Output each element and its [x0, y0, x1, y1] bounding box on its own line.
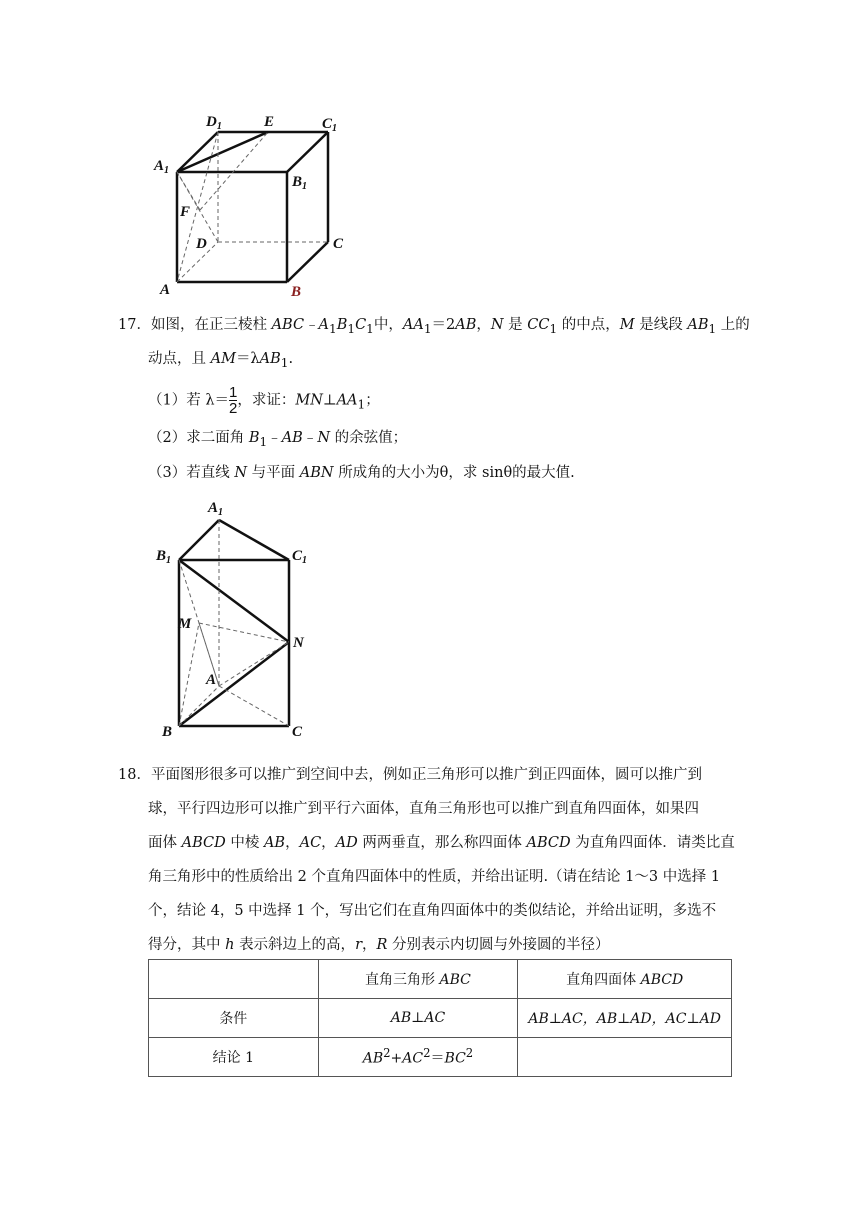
table-row	[149, 1038, 732, 1077]
table-cell	[149, 960, 319, 999]
label-B1: $B_1$	[156, 548, 172, 566]
q17-part3: （3）若直线 N 与平面 ABN 所成角的大小为θ，求 sinθ的最大值.	[148, 465, 575, 481]
label-M: M	[178, 616, 192, 632]
label-C: C	[292, 724, 303, 740]
table-cell: AB⊥AC	[318, 999, 518, 1038]
table-row	[149, 960, 732, 999]
figure-prism	[150, 496, 330, 746]
label-D: D	[196, 236, 207, 252]
label-A: A	[160, 282, 171, 298]
label-A1: $A_1$	[208, 500, 224, 518]
q18-line5: 个，结论 4，5 中选择 1 个，写出它们在直角四面体中的类似结论，并给出证明，多选不	[148, 903, 717, 919]
table-cell: 条件	[149, 999, 319, 1038]
q18-line3: 面体 ABCD 中棱 AB，AC，AD 两两垂直，那么称四面体 ABCD 为直角四面体．请类比直	[148, 835, 735, 851]
label-B: B	[291, 284, 302, 300]
q17-line1: 17．如图，在正三棱柱 $ABC﹣A_1B_1C_1$中，$AA_1=2AB$，N 是 $CC_1$ 的中点，M 是线段 $AB_1$ 上的	[118, 317, 750, 336]
q18-line4: 角三角形中的性质给出 2 个直角四面体中的性质，并给出证明.（请在结论 1～3 中选择 1	[148, 869, 721, 885]
comparison-table	[148, 959, 732, 1077]
table-cell: AB⊥AC，AB⊥AD，AC⊥AD	[518, 999, 732, 1038]
table-cell	[518, 1038, 732, 1077]
q18-line6: 得分，其中 h 表示斜边上的高，r，R 分别表示内切圆与外接圆的半径）	[148, 937, 610, 953]
q18-line1: 18．平面图形很多可以推广到空间中去，例如正三角形可以推广到正四面体，圆可以推广到	[118, 767, 702, 783]
table-cell: $AB^2+AC^2=BC^2$	[318, 1038, 518, 1077]
label-B: B	[162, 724, 173, 740]
q17-line2: 动点，且 AM＝λAB$_1$.	[148, 351, 294, 370]
label-E: E	[264, 114, 275, 130]
q18-line2: 球，平行四边形可以推广到平行六面体，直角三角形也可以推广到直角四面体，如果四	[148, 801, 699, 817]
table-header: 直角三角形 ABC	[318, 960, 518, 999]
table-cell: 结论 1	[149, 1038, 319, 1077]
label-F: F	[180, 204, 191, 220]
label-N: N	[293, 635, 304, 651]
label-C1: $C_1$	[322, 116, 338, 134]
table-row	[149, 999, 732, 1038]
label-C: C	[333, 236, 344, 252]
table-header: 直角四面体 ABCD	[518, 960, 732, 999]
label-D1: $D_1$	[206, 114, 222, 132]
label-A1: $A_1$	[154, 158, 170, 176]
label-B1: $B_1$	[292, 174, 308, 192]
figure-cube	[150, 108, 360, 300]
q17-part1: （1）若 λ＝ $\frac{1}{2}$ ，求证：$MN\perp AA_1$；	[148, 384, 380, 417]
label-C1: $C_1$	[292, 548, 308, 566]
q17-part2: （2）求二面角 $B_1﹣AB﹣N$ 的余弦值；	[148, 430, 408, 449]
label-A: A	[206, 672, 217, 688]
